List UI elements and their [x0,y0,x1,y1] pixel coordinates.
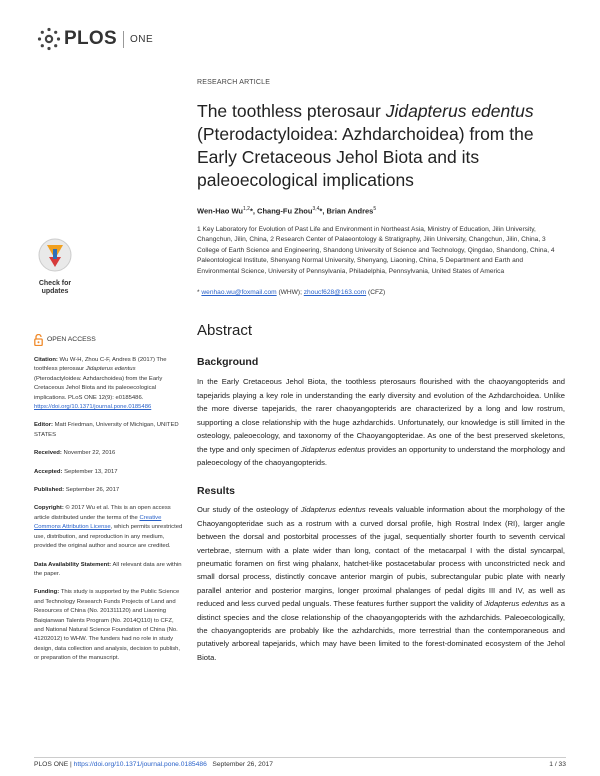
received-date: November 22, 2016 [61,450,116,457]
results-paragraph [197,503,565,664]
title-part-1: The toothless pterosaur [197,101,386,121]
author-affil-sup: 5 [373,206,377,212]
results-text-2: reveals valuable information about the morphology of the Chaoyangopteridae such as a rostrum with a curved dorsal profile, high Rostral Index (RI), larger angle between the dorsal and postorbital processes of the jugal, sequentially shorter fourth to seventh cervical vertebrae, sternum with a plate wider than long, contact of the metacarpal I with the distal syncarpal, pneumatic foramen on first wing phalanx, hatchet-like postacetabular process with unconstricted neck and small dorsal process, distinctly concave anterior margin of pubis, subrectangular pubic plate with nearly parallel anterior and posterior margins, longer proximal phalanges of pedal digits III and IV, as well as reduced and less curved pedal unguals. These features further support the validity of [197,505,565,609]
page-number: 1 / 33 [549,761,566,768]
logo-one-text: ONE [129,33,154,45]
citation-doi-link[interactable]: https://doi.org/10.1371/journal.pone.0185486 [34,404,152,411]
correspondence: * wenhao.wu@foxmail.com (WHW); zhoucf628@163.com (CFZ) [197,289,386,297]
results-text-3: as a distinct species and the close relationship of the chaoyangopterids with the azhdarchids. Paleoecologically, the chaoyangopterids are probably like the azhdarchids, more terrestrial than the contemporaneous and putatively arboreal tapejarids, which may have been limited to the forest-dominated ecosystem of the Jehol Biota. [197,599,565,662]
cc-license-link[interactable]: Creative Commons Attribution License [34,514,162,531]
author-affil-sup: 1,2 [242,206,250,212]
editor-text: Matt Friedman, University of Michigan, UNITED STATES [34,422,179,438]
author-name[interactable]: Wen-Hao Wu [197,206,243,216]
logo-plos-text: PLOS [64,28,117,49]
email-link-2[interactable]: zhoucf628@163.com [303,289,367,297]
footer-doi-link[interactable]: https://doi.org/10.1371/journal.pone.0185486 [73,761,207,768]
results-heading: Results [197,485,235,498]
page-footer [34,761,566,768]
footer-date: September 26, 2017 [212,761,273,768]
footer-journal: PLOS ONE [34,761,69,768]
article-main [197,79,565,664]
footer-sep: | [68,761,74,768]
article-title [197,100,565,192]
author-name[interactable]: Chang-Fu Zhou [257,206,313,216]
email-owner-2: (CFZ) [366,289,386,297]
affiliations: 1 Key Laboratory for Evolution of Past Life and Environment in Northeast Asia, Ministry of Education, Jilin University, Changchun, Jilin, China, 2 Research Center of Palaeontology & Stratigraphy, Jilin University, Changchun, Jilin, China, 3 College of Earth Science and Engineering, Shandong University of Science and Technology, Qingdao, Shandong, China, 4 Paleontological Institute, Shenyang Normal University, Shenyang, Liaoning, China, 5 Department and Earth and Environmental Science, University of Pennsylvania, Philadelphia, Pennsylvania, United States of America [197,225,555,275]
open-access-badge [34,334,184,346]
accepted-date: September 13, 2017 [62,468,118,475]
check-updates-icon [37,237,73,273]
accepted-block [34,468,184,477]
author-list [197,206,565,216]
title-species: Jidapterus edentus [385,101,534,121]
results-species-1: Jidapterus edentus [300,505,366,515]
citation-text-1: Wu W-H, Zhou C-F, Andres B (2017) The toothless pterosaur [34,357,167,373]
copyright-block [34,504,184,551]
results-text-1: Our study of the osteology of [197,505,301,515]
received-label: Received: [34,450,62,457]
copyright-text-1: © 2017 Wu et al. This is an open access article distributed under the terms of the [34,505,171,521]
author-mark: *, [249,206,255,216]
background-species: Jidapterus edentus [300,444,366,454]
footer-divider [34,757,566,758]
article-metadata-sidebar [34,334,184,673]
article-type: RESEARCH ARTICLE [197,79,271,86]
accepted-label: Accepted: [34,468,63,475]
published-label: Published: [34,487,65,494]
background-text-2: provides an opportunity to understand the morphology and paleoecology of the chaoyangopterids. [197,444,565,467]
author-name[interactable]: Brian Andres [326,206,374,216]
published-date: September 26, 2017 [64,487,120,494]
author-mark: *, [319,206,325,216]
copyright-label: Copyright: [34,505,64,512]
data-availability-text: All relevant data are within the paper. [34,561,182,577]
data-availability-label: Data Availability Statement: [34,561,112,568]
footer-citation [34,761,273,768]
plos-sunburst-icon [37,27,61,51]
data-availability-block [34,561,184,580]
background-heading: Background [197,356,259,369]
citation-species: Jidapterus edentus [85,366,136,373]
funding-block [34,588,184,663]
open-lock-icon [34,334,43,346]
background-paragraph [197,375,565,469]
check-for-updates-badge[interactable] [34,237,76,296]
results-species-2: Jidapterus edentus [484,599,549,609]
abstract-heading: Abstract [197,322,253,340]
funding-label: Funding: [34,589,60,596]
open-access-label: OPEN ACCESS [47,336,96,344]
check-updates-label: Check for updates [38,280,72,295]
plos-one-logo[interactable] [37,27,153,51]
editor-block [34,421,184,440]
copyright-text-2: , which permits unrestricted use, distribution, and reproduction in any medium, provided the original author and source are credited. [34,524,183,550]
citation-block [34,356,184,412]
received-block [34,449,184,458]
citation-label: Citation: [34,357,58,363]
logo-divider [123,31,124,48]
background-text-1: In the Early Cretaceous Jehol Biota, the toothless pterosaurs flourished with the chaoyangopterids and tapejarids playing a key role in understanding the early diversity and evolution of the Azhdarchoidea. Unlike the more diverse tapejarids, the rarer chaoyangopterids are characterized by a long and low rostrum, supporting a close relationship with the huge azhdarchids. Unfortunately, our knowledge is still limited in the osteology, paleoecology, and taxonomy of the Chaoyangopteridae. As one of the best preserved skeletons, the type and only specimen of [197,377,565,454]
editor-label: Editor: [34,422,53,429]
email-link-1[interactable]: wenhao.wu@foxmail.com [201,289,277,297]
published-block [34,486,184,495]
email-owner-1: (WHW); [276,289,304,297]
citation-text-2: (Pterodactyloidea: Azhdarchoidea) from the Early Cretaceous Jehol Biota and its paleoecological implications. PLoS ONE 12(9): e0185486. [34,375,163,401]
funding-text: This study is supported by the Public Science and Technology Research Funds Projects of Land and Resources of China (No. 201311120) and Liaoning Baiqianwan Talents Program (No. 2014Q110) to CFZ, and National Natural Science Foundation of China (No. 41202012) to WHW. The funders had no role in study design, data collection and analysis, decision to publish, or preparation of the manuscript. [34,589,181,662]
title-part-2: (Pterodactyloidea: Azhdarchoidea) from the Early Cretaceous Jehol Biota and its paleoecological implications [197,124,534,190]
author-affil-sup: 3,4 [312,206,320,212]
